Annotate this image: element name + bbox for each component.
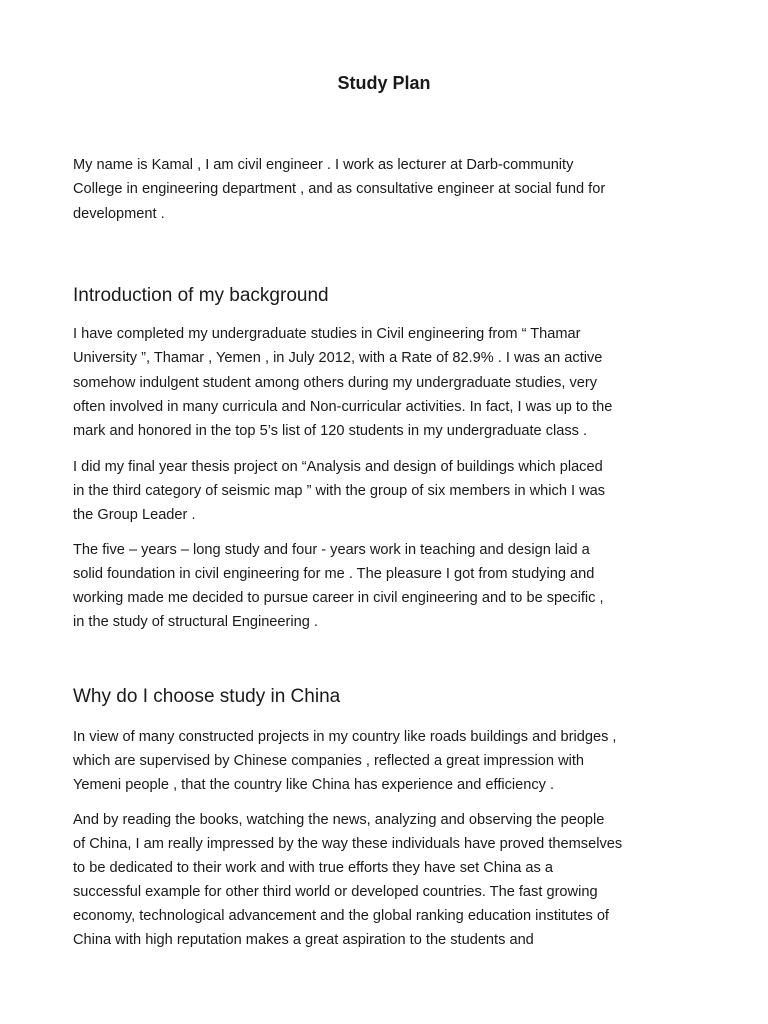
paragraph-line: economy, technological advancement and the global ranking education institutes of — [73, 908, 609, 924]
paragraph-line: the Group Leader . — [73, 507, 196, 523]
paragraph-line: in the third category of seismic map ” with the group of six members in which I was — [73, 483, 606, 499]
paragraph-line: I did my final year thesis project on “Analysis and design of buildings which placed — [73, 459, 603, 475]
section-heading: Why do I choose study in China — [73, 686, 341, 707]
paragraph-line: somehow indulgent student among others during my undergraduate studies, very — [73, 375, 598, 391]
paragraph-line: in the study of structural Engineering . — [73, 614, 318, 630]
paragraph-line: University ”, Thamar , Yemen , in July 2012, with a Rate of 82.9% . I was an active — [73, 350, 603, 366]
paragraph-line: of China, I am really impressed by the way these individuals have proved themselves — [73, 836, 623, 852]
paragraph-line: Yemeni people , that the country like China has experience and efficiency . — [73, 777, 555, 793]
paragraph-line: often involved in many curricula and Non-curricular activities. In fact, I was up to the — [73, 399, 613, 415]
paragraph-line: mark and honored in the top 5’s list of 120 students in my undergraduate class . — [73, 423, 588, 439]
document-title: Study Plan — [337, 73, 431, 93]
paragraph-line: successful example for other third world or developed countries. The fast growing — [73, 884, 598, 900]
paragraph-line: China with high reputation makes a great aspiration to the students and — [73, 932, 534, 948]
paragraph-line: to be dedicated to their work and with true efforts they have set China as a — [73, 860, 553, 876]
paragraph-line: The five – years – long study and four - years work in teaching and design laid a — [73, 542, 590, 558]
intro-line: development . — [73, 206, 165, 222]
paragraph-line: And by reading the books, watching the news, analyzing and observing the people — [73, 812, 605, 828]
intro-line: My name is Kamal , I am civil engineer . I work as lecturer at Darb-community — [73, 157, 574, 173]
intro-line: College in engineering department , and as consultative engineer at social fund for — [73, 181, 606, 197]
paragraph-line: In view of many constructed projects in my country like roads buildings and bridges , — [73, 729, 617, 745]
paragraph-line: working made me decided to pursue career in civil engineering and to be specific , — [73, 590, 604, 606]
paragraph-line: solid foundation in civil engineering for me . The pleasure I got from studying and — [73, 566, 595, 582]
paragraph-line: I have completed my undergraduate studies in Civil engineering from “ Thamar — [73, 326, 581, 342]
section-heading: Introduction of my background — [73, 285, 329, 306]
paragraph-line: which are supervised by Chinese companies , reflected a great impression with — [73, 753, 585, 769]
